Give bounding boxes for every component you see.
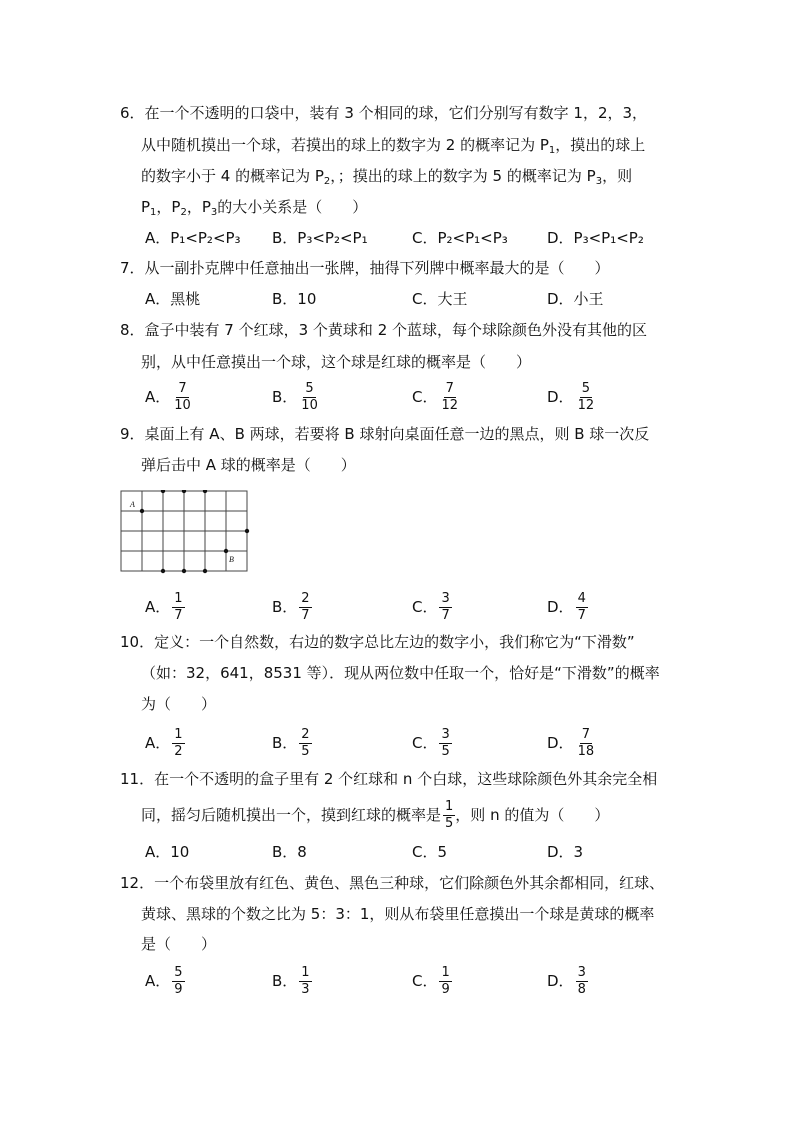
q12-line-3: 是（ ） xyxy=(141,935,217,953)
q8-line-2: 别，从中任意摸出一个球，这个球是红球的概率是（ ） xyxy=(141,353,532,371)
q9-option-a: A． $\frac{1}{7}$ xyxy=(145,591,183,623)
dot-bottom-1 xyxy=(161,569,165,573)
ball-a-dot xyxy=(140,509,144,513)
q10-option-d: D． $\frac{7}{18}$ xyxy=(547,727,595,759)
q7-option-b: B．10 xyxy=(272,290,317,308)
dot-top-1 xyxy=(161,490,165,493)
q6-line-3: 的数字小于 4 的概率记为 $P_2$，；摸出的球上的数字为 5 的概率记为 $P_3$，则 xyxy=(141,167,633,187)
q9-option-b: B． $\frac{2}{7}$ xyxy=(272,591,310,623)
q10-option-a: A． $\frac{1}{2}$ xyxy=(145,727,183,759)
q10-line-3: 为（ ） xyxy=(141,695,217,713)
q11-option-d: D．3 xyxy=(547,843,584,861)
q9-line-1: 9．桌面上有 A、B 两球，若要将 B 球射向桌面任意一边的黑点，则 B 球一次反 xyxy=(120,425,650,443)
q6-line-4: $P_1$，$P_2$，$P_3$的大小关系是（ ） xyxy=(141,198,368,218)
q8-option-c: C． $\frac{7}{12}$ xyxy=(412,381,459,413)
q6-line-1: 6．在一个不透明的口袋中，装有 3 个相同的球，它们分别写有数字 1，2，3， xyxy=(120,104,648,122)
ball-b-label: B xyxy=(229,555,234,564)
q12-option-d: D． $\frac{3}{8}$ xyxy=(547,965,586,997)
ball-a-label: A xyxy=(130,500,135,509)
q11-option-b: B．8 xyxy=(272,843,307,861)
q8-option-d: D． $\frac{5}{12}$ xyxy=(547,381,595,413)
q6-option-d: D．P₃<P₁<P₂ xyxy=(547,229,644,247)
q11-line-1: 11．在一个不透明的盒子里有 2 个红球和 n 个白球，这些球除颜色外其余完全相 xyxy=(120,770,658,788)
q10-line-2: （如：32，641，8531 等）．现从两位数中任取一个，恰好是“下滑数”的概率 xyxy=(141,664,660,682)
dot-top-3 xyxy=(203,490,207,493)
dot-right-1 xyxy=(245,529,249,533)
q11-fraction: $\frac{1}{5}$ xyxy=(445,799,454,831)
q10-option-b: B． $\frac{2}{5}$ xyxy=(272,727,310,759)
q9-line-2: 弹后击中 A 球的概率是（ ） xyxy=(141,456,356,474)
q11-option-c: C．5 xyxy=(412,843,448,861)
dot-bottom-2 xyxy=(182,569,186,573)
billiard-grid-figure xyxy=(120,490,252,576)
q11-option-a: A．10 xyxy=(145,843,190,861)
q11-line-2: 同，摇匀后随机摸出一个，摸到红球的概率是 $\frac{1}{5}$ ，则 n 的值为（ ） xyxy=(141,799,610,831)
q6-option-b: B．P₃<P₂<P₁ xyxy=(272,229,368,247)
q12-line-1: 12．一个布袋里放有红色、黄色、黑色三种球，它们除颜色外其余都相同，红球、 xyxy=(120,874,665,892)
q12-line-2: 黄球、黑球的个数之比为 5：3：1，则从布袋里任意摸出一个球是黄球的概率 xyxy=(141,905,655,923)
q7-option-a: A．黑桃 xyxy=(145,290,201,308)
q12-option-c: C． $\frac{1}{9}$ xyxy=(412,965,450,997)
q9-option-c: C． $\frac{3}{7}$ xyxy=(412,591,450,623)
dot-top-2 xyxy=(182,490,186,493)
q7-option-c: C．大王 xyxy=(412,290,468,308)
q8-option-b: B． $\frac{5}{10}$ xyxy=(272,381,318,413)
q6-option-a: A．P₁<P₂<P₃ xyxy=(145,229,241,247)
q7-option-d: D．小王 xyxy=(547,290,604,308)
dot-bottom-3 xyxy=(203,569,207,573)
ball-b-dot xyxy=(224,549,228,553)
q9-option-d: D． $\frac{4}{7}$ xyxy=(547,591,586,623)
q8-line-1: 8．盒子中装有 7 个红球，3 个黄球和 2 个蓝球，每个球除颜色外没有其他的区 xyxy=(120,321,648,339)
q12-option-b: B． $\frac{1}{3}$ xyxy=(272,965,310,997)
q10-line-1: 10．定义：一个自然数，右边的数字总比左边的数字小，我们称它为“下滑数” xyxy=(120,633,635,651)
q6-line-2: 从中随机摸出一个球，若摸出的球上的数字为 2 的概率记为 $P_1$，摸出的球上 xyxy=(141,136,646,156)
q10-option-c: C． $\frac{3}{5}$ xyxy=(412,727,450,759)
q7-text: 7．从一副扑克牌中任意抽出一张牌，抽得下列牌中概率最大的是（ ） xyxy=(120,259,610,277)
q6-option-c: C．P₂<P₁<P₃ xyxy=(412,229,508,247)
q8-option-a: A． $\frac{7}{10}$ xyxy=(145,381,191,413)
q12-option-a: A． $\frac{5}{9}$ xyxy=(145,965,183,997)
